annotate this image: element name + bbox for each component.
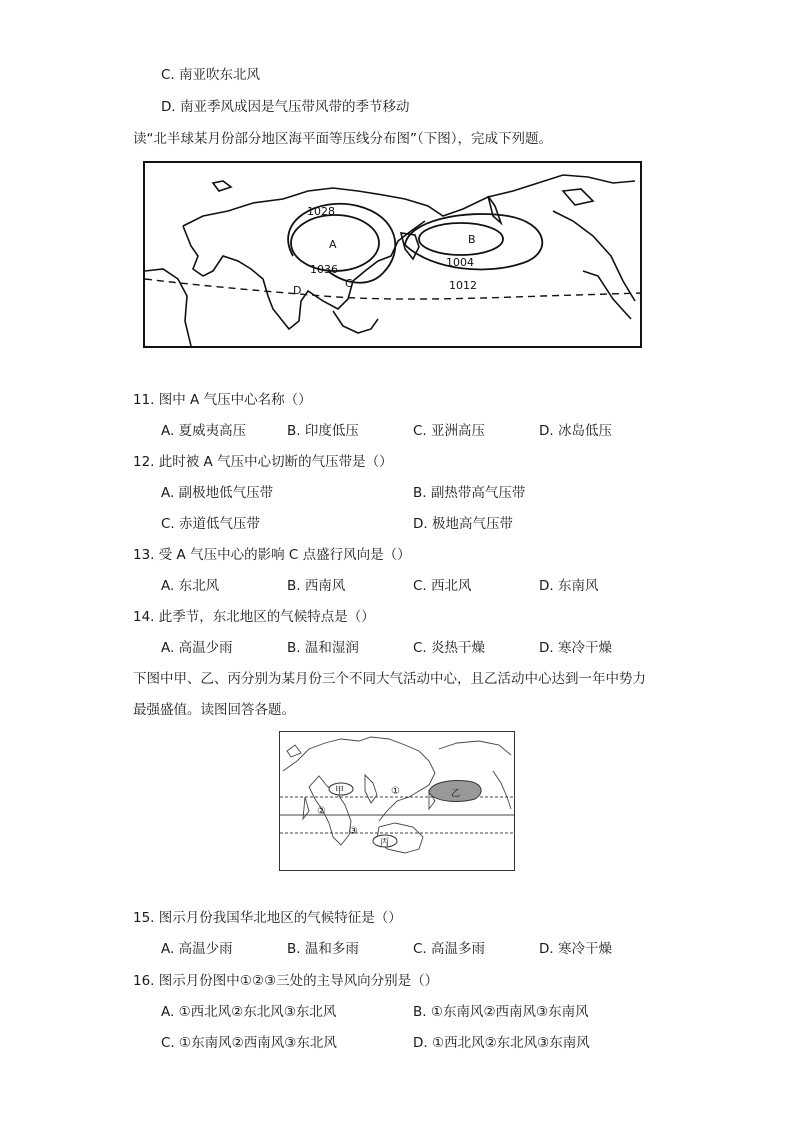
marker-1-label: ① (391, 786, 400, 797)
q11-option-b[interactable]: B. 印度低压 (287, 423, 359, 439)
center-yi-label: 乙 (451, 789, 461, 799)
q13-option-b[interactable]: B. 西南风 (287, 578, 346, 594)
q14-option-c[interactable]: C. 炎热干燥 (413, 640, 486, 656)
q11-option-a[interactable]: A. 夏威夷高压 (161, 423, 247, 439)
q12-option-a[interactable]: A. 副极地低气压带 (161, 485, 274, 501)
q14-option-d[interactable]: D. 寒冷干燥 (539, 640, 612, 656)
q13-stem: 13. 受 A 气压中心的影响 C 点盛行风向是（） (133, 547, 411, 563)
center-a-label: A (329, 238, 337, 251)
isobar-1036-label: 1036 (310, 263, 338, 276)
intro-map1: 读“北半球某月份部分地区海平面等压线分布图”（下图），完成下列题。 (133, 131, 552, 147)
point-c-label: C (345, 277, 353, 290)
q14-option-a[interactable]: A. 高温少雨 (161, 640, 233, 656)
q13-option-a[interactable]: A. 东北风 (161, 578, 220, 594)
pressure-center-map (279, 731, 515, 871)
intro-map2-line2: 最强盛值。读图回答各题。 (133, 702, 295, 718)
q12-option-c[interactable]: C. 赤道低气压带 (161, 516, 261, 532)
center-bing-label: 丙 (380, 838, 390, 848)
marker-2-label: ② (317, 806, 326, 817)
marker-3-label: ③ (349, 826, 358, 837)
q15-option-d[interactable]: D. 寒冷干燥 (539, 941, 612, 957)
center-jia-label: 甲 (335, 786, 345, 796)
q15-option-c[interactable]: C. 高温多雨 (413, 941, 486, 957)
q11-stem: 11. 图中 A 气压中心名称（） (133, 392, 312, 408)
q15-option-b[interactable]: B. 温和多雨 (287, 941, 359, 957)
intro-map2-line1: 下图中甲、乙、丙分别为某月份三个不同大气活动中心，且乙活动中心达到一年中势力 (133, 671, 646, 687)
q12-option-b[interactable]: B. 副热带高气压带 (413, 485, 526, 501)
q16-stem: 16. 图示月份图中①②③三处的主导风向分别是（） (133, 973, 439, 989)
q11-option-d[interactable]: D. 冰岛低压 (539, 423, 612, 439)
isobar-map (143, 161, 643, 349)
prev-option-d: D. 南亚季风成因是气压带风带的季节移动 (161, 99, 410, 115)
q16-option-d[interactable]: D. ①西北风②东北风③东南风 (413, 1035, 590, 1051)
q15-option-a[interactable]: A. 高温少雨 (161, 941, 233, 957)
q14-option-b[interactable]: B. 温和湿润 (287, 640, 359, 656)
prev-option-c: C. 南亚吹东北风 (161, 67, 261, 83)
q14-stem: 14. 此季节，东北地区的气候特点是（） (133, 609, 375, 625)
q16-option-c[interactable]: C. ①东南风②西南风③东北风 (161, 1035, 337, 1051)
q13-option-c[interactable]: C. 西北风 (413, 578, 472, 594)
q13-option-d[interactable]: D. 东南风 (539, 578, 599, 594)
point-d-label: D (293, 284, 302, 297)
q11-option-c[interactable]: C. 亚洲高压 (413, 423, 486, 439)
q12-option-d[interactable]: D. 极地高气压带 (413, 516, 513, 532)
center-b-label: B (468, 233, 476, 246)
isobar-1028-label: 1028 (307, 205, 335, 218)
q16-option-b[interactable]: B. ①东南风②西南风③东南风 (413, 1004, 589, 1020)
q12-stem: 12. 此时被 A 气压中心切断的气压带是（） (133, 454, 393, 470)
isobar-1004-label: 1004 (446, 256, 474, 269)
isobar-1012-label: 1012 (449, 279, 477, 292)
q15-stem: 15. 图示月份我国华北地区的气候特征是（） (133, 910, 402, 926)
q16-option-a[interactable]: A. ①西北风②东北风③东北风 (161, 1004, 337, 1020)
